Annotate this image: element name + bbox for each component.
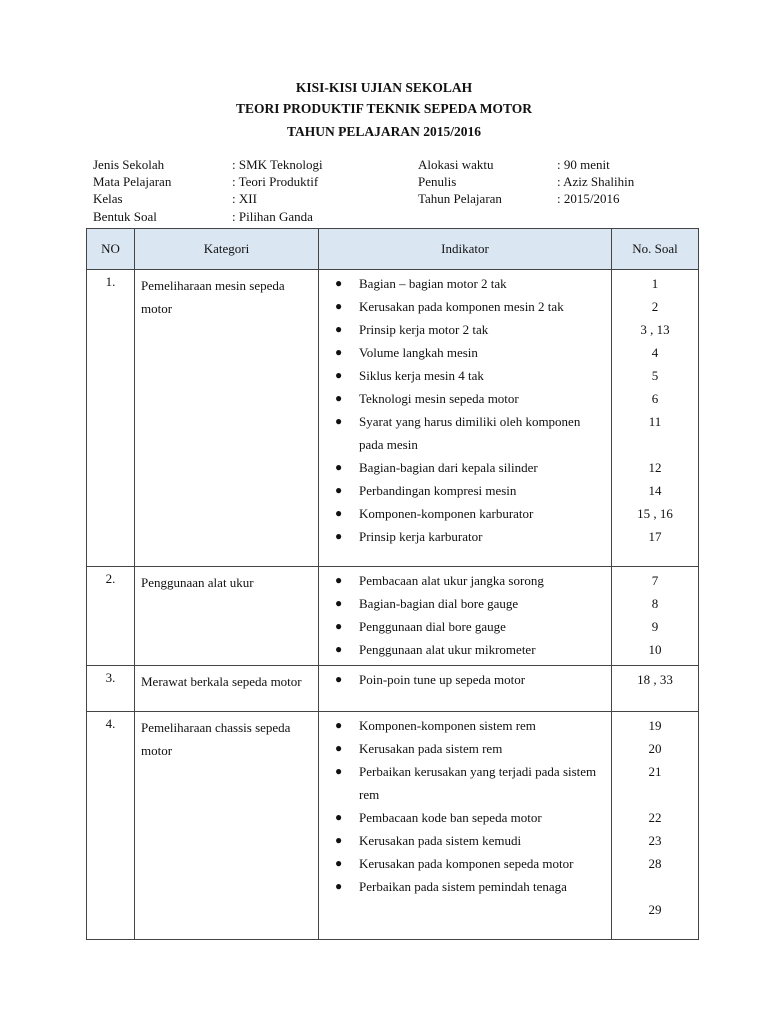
row-kategori: Pemeliharaan chassis sepeda motor — [135, 712, 319, 940]
soal-number: 4 — [651, 345, 659, 360]
row-no: 3. — [87, 666, 135, 712]
row-indikator — [319, 666, 612, 712]
info-label-mata-pelajaran: Mata Pelajaran — [93, 174, 172, 189]
bullet-icon: ● — [335, 718, 343, 732]
row-indikator — [319, 712, 612, 940]
indikator-item: ● Perbaikan kerusakan yang terjadi pada sistem rem — [333, 760, 607, 806]
bullet-icon: ● — [335, 322, 343, 336]
document-subtitle: TEORI PRODUKTIF TEKNIK SEPEDA MOTOR — [235, 101, 533, 116]
soal-number: 1 — [651, 276, 659, 291]
indikator-item: ● Prinsip kerja motor 2 tak — [333, 318, 607, 341]
soal-number: 28 — [648, 856, 662, 871]
row-indikator — [319, 567, 612, 666]
bullet-icon: ● — [335, 368, 343, 382]
indikator-item: ● Komponen-komponen sistem rem — [333, 714, 607, 737]
info-value-bentuk-soal: : Pilihan Ganda — [232, 209, 313, 224]
soal-number: 17 — [648, 529, 662, 544]
row-indikator — [319, 270, 612, 567]
soal-number: 3 , 13 — [640, 322, 670, 337]
info-value-kelas: : XII — [232, 191, 257, 206]
soal-number: 7 — [651, 573, 659, 588]
row-no-soal — [612, 567, 699, 666]
bullet-icon: ● — [335, 596, 343, 610]
soal-number: 22 — [648, 810, 662, 825]
row-no: 4. — [87, 712, 135, 940]
info-label-penulis: Penulis — [418, 174, 457, 189]
table-row — [87, 270, 699, 567]
bullet-icon: ● — [335, 391, 343, 405]
kisi-kisi-table — [86, 228, 699, 940]
table-row — [87, 666, 699, 712]
info-label-jenis-sekolah: Jenis Sekolah — [93, 157, 165, 172]
indikator-item: ● Penggunaan dial bore gauge — [333, 615, 607, 638]
indikator-item: ● Komponen-komponen karburator — [333, 502, 607, 525]
soal-number: 2 — [651, 299, 659, 314]
info-value-jenis-sekolah: : SMK Teknologi — [232, 157, 323, 172]
bullet-icon: ● — [335, 764, 343, 778]
soal-number: 6 — [651, 391, 659, 406]
bullet-icon: ● — [335, 672, 343, 686]
indikator-item: ● Volume langkah mesin — [333, 341, 607, 364]
bullet-icon: ● — [335, 810, 343, 824]
indikator-item: ● Kerusakan pada sistem kemudi — [333, 829, 607, 852]
info-value-mata-pelajaran: : Teori Produktif — [232, 174, 319, 189]
soal-number: 5 — [651, 368, 659, 383]
table-header-row — [87, 229, 699, 270]
bullet-icon: ● — [335, 299, 343, 313]
bullet-icon: ● — [335, 879, 343, 893]
indikator-item: ● Siklus kerja mesin 4 tak — [333, 364, 607, 387]
indikator-item: ● Pembacaan alat ukur jangka sorong — [333, 569, 607, 592]
info-value-alokasi: : 90 menit — [557, 157, 610, 172]
indikator-item: ● Perbaikan pada sistem pemindah tenaga — [333, 875, 607, 898]
indikator-item: ● Bagian-bagian dari kepala silinder — [333, 456, 607, 479]
indikator-item: ● Poin-poin tune up sepeda motor — [333, 668, 607, 691]
bullet-icon: ● — [335, 833, 343, 847]
soal-number: 18 , 33 — [637, 672, 673, 687]
bullet-icon: ● — [335, 460, 343, 474]
bullet-icon: ● — [335, 642, 343, 656]
info-value-penulis: : Aziz Shalihin — [557, 174, 635, 189]
soal-number: 9 — [651, 619, 659, 634]
info-label-bentuk-soal: Bentuk Soal — [93, 209, 157, 224]
bullet-icon: ● — [335, 345, 343, 359]
soal-number: 23 — [648, 833, 662, 848]
bullet-icon: ● — [335, 483, 343, 497]
bullet-icon: ● — [335, 741, 343, 755]
soal-number: 10 — [648, 642, 662, 657]
table-row — [87, 712, 699, 940]
table-row — [87, 567, 699, 666]
row-kategori: Merawat berkala sepeda motor — [135, 666, 319, 712]
info-label-tahun: Tahun Pelajaran — [418, 191, 502, 206]
info-label-kelas: Kelas — [93, 191, 123, 206]
row-no-soal — [612, 666, 699, 712]
soal-number: 21 — [648, 764, 662, 779]
header-no-soal: No. Soal — [612, 229, 699, 270]
indikator-item: ● Bagian-bagian dial bore gauge — [333, 592, 607, 615]
indikator-item: ● Syarat yang harus dimiliki oleh komponen pada mesin — [333, 410, 607, 456]
indikator-item: ● Kerusakan pada komponen mesin 2 tak — [333, 295, 607, 318]
bullet-icon: ● — [335, 506, 343, 520]
header-no: NO — [87, 229, 135, 270]
row-kategori: Pemeliharaan mesin sepeda motor — [135, 270, 319, 567]
soal-number: 14 — [648, 483, 662, 498]
soal-number: 29 — [648, 902, 662, 917]
document-title: KISI-KISI UJIAN SEKOLAH — [295, 80, 473, 95]
indikator-item: ● Teknologi mesin sepeda motor — [333, 387, 607, 410]
row-no-soal — [612, 270, 699, 567]
bullet-icon: ● — [335, 276, 343, 290]
header-indikator: Indikator — [319, 229, 612, 270]
indikator-item: ● Pembacaan kode ban sepeda motor — [333, 806, 607, 829]
bullet-icon: ● — [335, 856, 343, 870]
soal-number: 15 , 16 — [637, 506, 673, 521]
info-label-alokasi: Alokasi waktu — [418, 157, 494, 172]
row-no: 1. — [87, 270, 135, 567]
bullet-icon: ● — [335, 529, 343, 543]
indikator-item: ● Kerusakan pada komponen sepeda motor — [333, 852, 607, 875]
document-year: TAHUN PELAJARAN 2015/2016 — [286, 124, 481, 139]
row-kategori: Penggunaan alat ukur — [135, 567, 319, 666]
bullet-icon: ● — [335, 619, 343, 633]
indikator-item: ● Bagian – bagian motor 2 tak — [333, 272, 607, 295]
bullet-icon: ● — [335, 573, 343, 587]
soal-number: 12 — [648, 460, 662, 475]
soal-number: 19 — [648, 718, 662, 733]
row-no: 2. — [87, 567, 135, 666]
row-no-soal — [612, 712, 699, 940]
soal-number: 11 — [648, 414, 662, 429]
indikator-item: ● Penggunaan alat ukur mikrometer — [333, 638, 607, 661]
header-kategori: Kategori — [135, 229, 319, 270]
indikator-item: ● Prinsip kerja karburator — [333, 525, 607, 548]
bullet-icon: ● — [335, 414, 343, 428]
indikator-item: ● Perbandingan kompresi mesin — [333, 479, 607, 502]
soal-number: 8 — [651, 596, 659, 611]
indikator-item: ● Kerusakan pada sistem rem — [333, 737, 607, 760]
soal-number: 20 — [648, 741, 662, 756]
info-value-tahun: : 2015/2016 — [557, 191, 620, 206]
